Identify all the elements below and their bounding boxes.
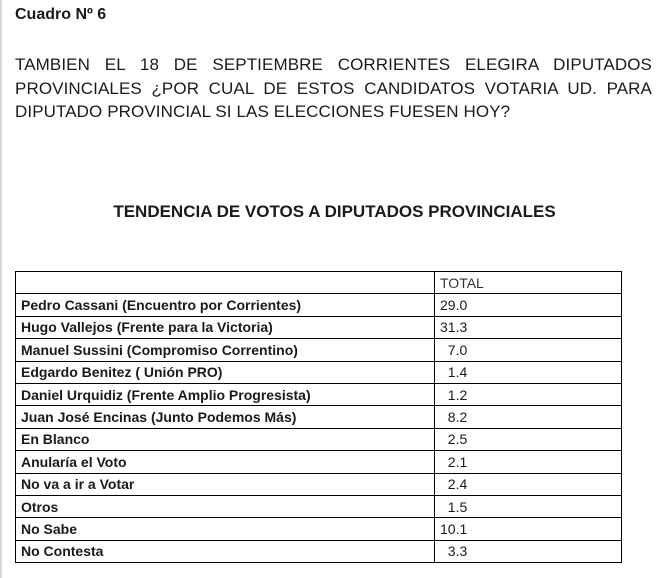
table-row (16, 540, 622, 562)
table-row (16, 361, 622, 383)
table-row (16, 428, 622, 450)
row-total: 31.3 (435, 316, 622, 338)
row-label: No Contesta (16, 540, 435, 562)
row-total: 2.1 (435, 451, 622, 473)
row-total: 10.1 (435, 518, 622, 540)
table-row (16, 294, 622, 316)
row-label: Pedro Cassani (Encuentro por Corrientes) (16, 294, 435, 316)
row-label: No va a ir a Votar (16, 473, 435, 495)
row-total: 1.2 (435, 383, 622, 405)
row-total: 1.4 (435, 361, 622, 383)
row-label: Daniel Urquidiz (Frente Amplio Progresista) (16, 383, 435, 405)
table-title: TENDENCIA DE VOTOS A DIPUTADOS PROVINCIALES (113, 202, 556, 221)
table-row (16, 495, 622, 517)
row-total: 1.5 (435, 495, 622, 517)
table-row (16, 406, 622, 428)
column-header-label (16, 272, 435, 294)
page-left-border (0, 0, 2, 578)
results-table (15, 271, 622, 563)
row-label: Hugo Vallejos (Frente para la Victoria) (16, 316, 435, 338)
row-total: 8.2 (435, 406, 622, 428)
table-header-row (16, 272, 622, 294)
row-total: 7.0 (435, 339, 622, 361)
row-label: Anularía el Voto (16, 451, 435, 473)
row-label: Manuel Sussini (Compromiso Correntino) (16, 339, 435, 361)
table-row (16, 316, 622, 338)
row-label: Otros (16, 495, 435, 517)
row-total: 3.3 (435, 540, 622, 562)
column-header-total: TOTAL (435, 272, 622, 294)
table-row (16, 473, 622, 495)
table-row (16, 518, 622, 540)
table-row (16, 339, 622, 361)
row-total: 2.4 (435, 473, 622, 495)
row-label: Edgardo Benitez ( Unión PRO) (16, 361, 435, 383)
row-label: Juan José Encinas (Junto Podemos Más) (16, 406, 435, 428)
table-row (16, 451, 622, 473)
row-total: 29.0 (435, 294, 622, 316)
table-row (16, 383, 622, 405)
table-number-heading: Cuadro Nº 6 (15, 6, 107, 23)
row-total: 2.5 (435, 428, 622, 450)
row-label: No Sabe (16, 518, 435, 540)
survey-question: TAMBIEN EL 18 DE SEPTIEMBRE CORRIENTES ELEGIRA DIPUTADOS PROVINCIALES ¿POR CUAL DE ESTOS CANDIDATOS VOTARIA UD. PARA DIPUTADO PROVINCIAL SI LAS ELECCIONES FUESEN HOY? (15, 55, 652, 121)
row-label: En Blanco (16, 428, 435, 450)
